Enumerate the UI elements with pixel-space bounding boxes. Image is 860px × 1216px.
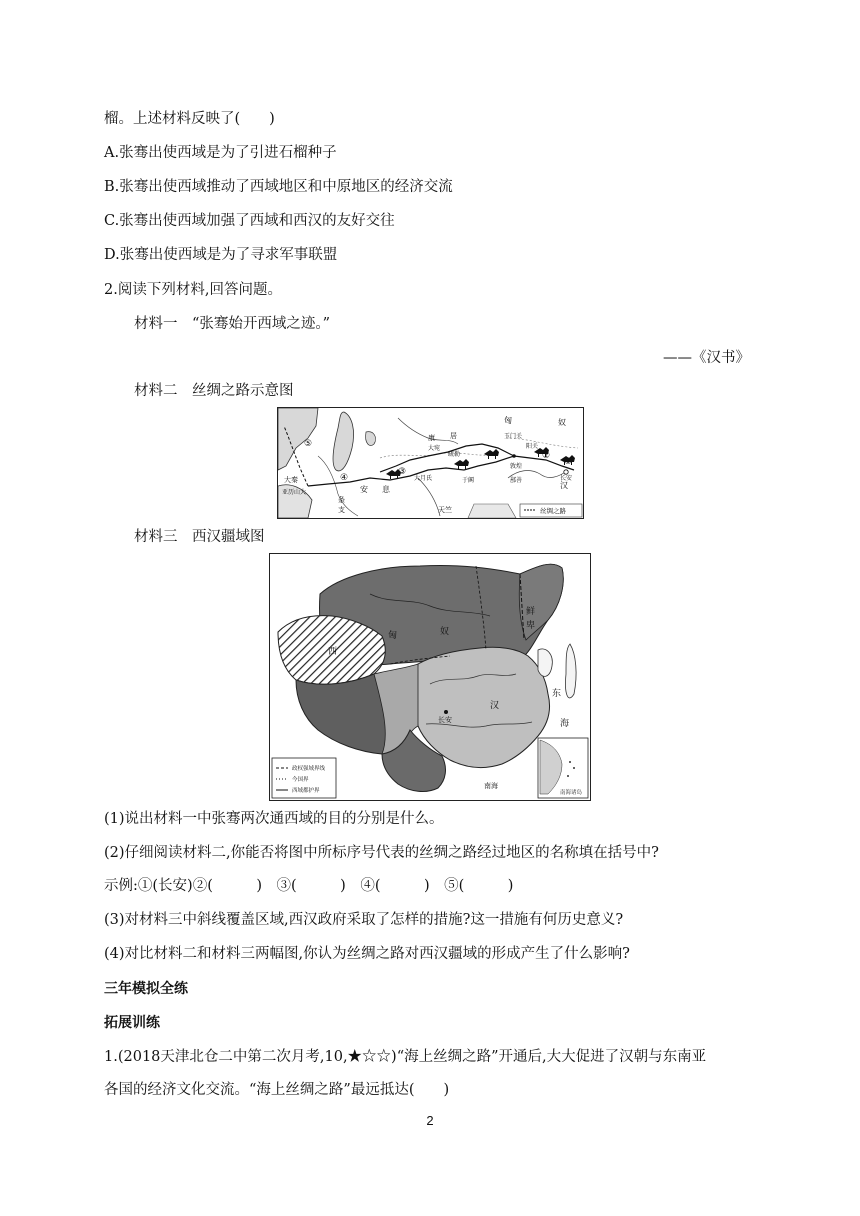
label-xiongnu-2: 奴 <box>440 627 450 637</box>
label-changan: 长安 <box>438 716 452 724</box>
label-shanshan: 鄯善 <box>510 477 523 484</box>
label-xiyu: 西 <box>328 647 338 657</box>
subquestion-2-example: 示例:①(长安)②( ) ③( ) ④( ) ⑤( ) <box>104 878 514 894</box>
western-han-map <box>269 553 591 801</box>
option-c: C.张骞出使西域加强了西域和西汉的友好交往 <box>104 213 395 229</box>
silk-road-map-svg <box>278 408 583 518</box>
label-dayuezhi: 大月氏 <box>414 475 433 482</box>
material-2-label: 材料二 丝绸之路示意图 <box>134 383 294 399</box>
option-d: D.张骞出使西域是为了寻求军事联盟 <box>104 247 338 263</box>
label-num-1: ① <box>564 457 573 467</box>
label-nanhai: 南海 <box>484 782 498 790</box>
material-1-text: 材料一 “张骞始开西域之迹。” <box>134 316 331 332</box>
western-han-map-svg <box>270 554 590 800</box>
silk-road-legend: 丝绸之路 <box>540 507 566 515</box>
option-b: B.张骞出使西域推动了西域地区和中原地区的经济交流 <box>104 179 453 195</box>
legend-item-2: 今国界 <box>292 777 309 783</box>
page-number: 2 <box>426 1113 434 1128</box>
label-num-4: ④ <box>340 473 349 483</box>
label-alexandria: 亚历山大 <box>282 489 307 496</box>
subsection-title: 拓展训练 <box>104 1015 160 1031</box>
silk-road-map <box>277 407 584 519</box>
label-num-5: ⑤ <box>304 439 313 449</box>
legend-item-1: 政权强域界线 <box>292 766 326 772</box>
label-changan: 长安 <box>560 475 573 482</box>
label-tiaozhi-2: 支 <box>338 506 345 514</box>
label-daqin: 大秦 <box>284 476 298 484</box>
label-num-2: ② <box>542 451 551 461</box>
label-shule: 疏勒 <box>448 451 461 458</box>
label-tiaozhi-1: 条 <box>338 496 345 504</box>
label-xianbei-2: 卑 <box>526 621 536 631</box>
label-anxi-1: 安 <box>360 485 368 494</box>
question-3-line-2: 各国的经济文化交流。“海上丝绸之路”最远抵达( ) <box>104 1082 450 1098</box>
label-dayuan: 大宛 <box>428 445 441 452</box>
question-1-tail: 榴。上述材料反映了( ) <box>104 111 275 127</box>
subquestion-4: (4)对比材料二和材料三两幅图,你认为丝绸之路对西汉疆域的形成产生了什么影响? <box>104 946 630 962</box>
label-xiongnu-1: 匈 <box>388 631 398 641</box>
label-han: 汉 <box>490 701 500 711</box>
inset-label: 南海诸岛 <box>560 790 583 796</box>
label-han: 汉 <box>560 481 568 490</box>
label-hai: 海 <box>560 719 570 729</box>
legend-item-3: 西域都护界 <box>292 788 320 794</box>
question-3-line-1: 1.(2018天津北仓二中第二次月考,10,★☆☆)“海上丝绸之路”开通后,大大促进了汉朝与东南亚 <box>104 1049 707 1065</box>
material-3-label: 材料三 西汉疆域图 <box>134 529 265 545</box>
label-juqu: 居 <box>450 432 457 440</box>
subquestion-1: (1)说出材料一中张骞两次通西域的目的分别是什么。 <box>104 811 444 827</box>
label-xianbei-1: 鲜 <box>526 607 536 617</box>
label-dunhuang: 敦煌 <box>510 463 523 470</box>
question-2-intro: 2.阅读下列材料,回答问题。 <box>104 282 282 298</box>
subquestion-2: (2)仔细阅读材料二,你能否将图中所标序号代表的丝绸之路经过地区的名称填在括号中? <box>104 845 659 861</box>
label-xiongnu-1: 匈 <box>504 416 512 425</box>
label-dong: 东 <box>552 689 562 699</box>
label-num-3: ③ <box>398 467 407 477</box>
section-title: 三年模拟全练 <box>104 981 188 997</box>
label-yangguan: 阳关 <box>526 443 539 450</box>
label-yumenguan: 玉门关 <box>504 433 523 440</box>
subquestion-3: (3)对材料三中斜线覆盖区域,西汉政府采取了怎样的措施?这一措施有何历史意义? <box>104 912 624 928</box>
label-kangju: 康 <box>428 434 435 442</box>
label-xiongnu-2: 奴 <box>558 418 566 427</box>
option-a: A.张骞出使西域是为了引进石榴种子 <box>104 145 337 161</box>
label-yutian: 于阗 <box>462 477 475 484</box>
label-tianzhu: 天竺 <box>438 506 452 514</box>
label-anxi-2: 息 <box>382 485 390 494</box>
material-1-source: ——《汉书》 <box>663 350 750 366</box>
